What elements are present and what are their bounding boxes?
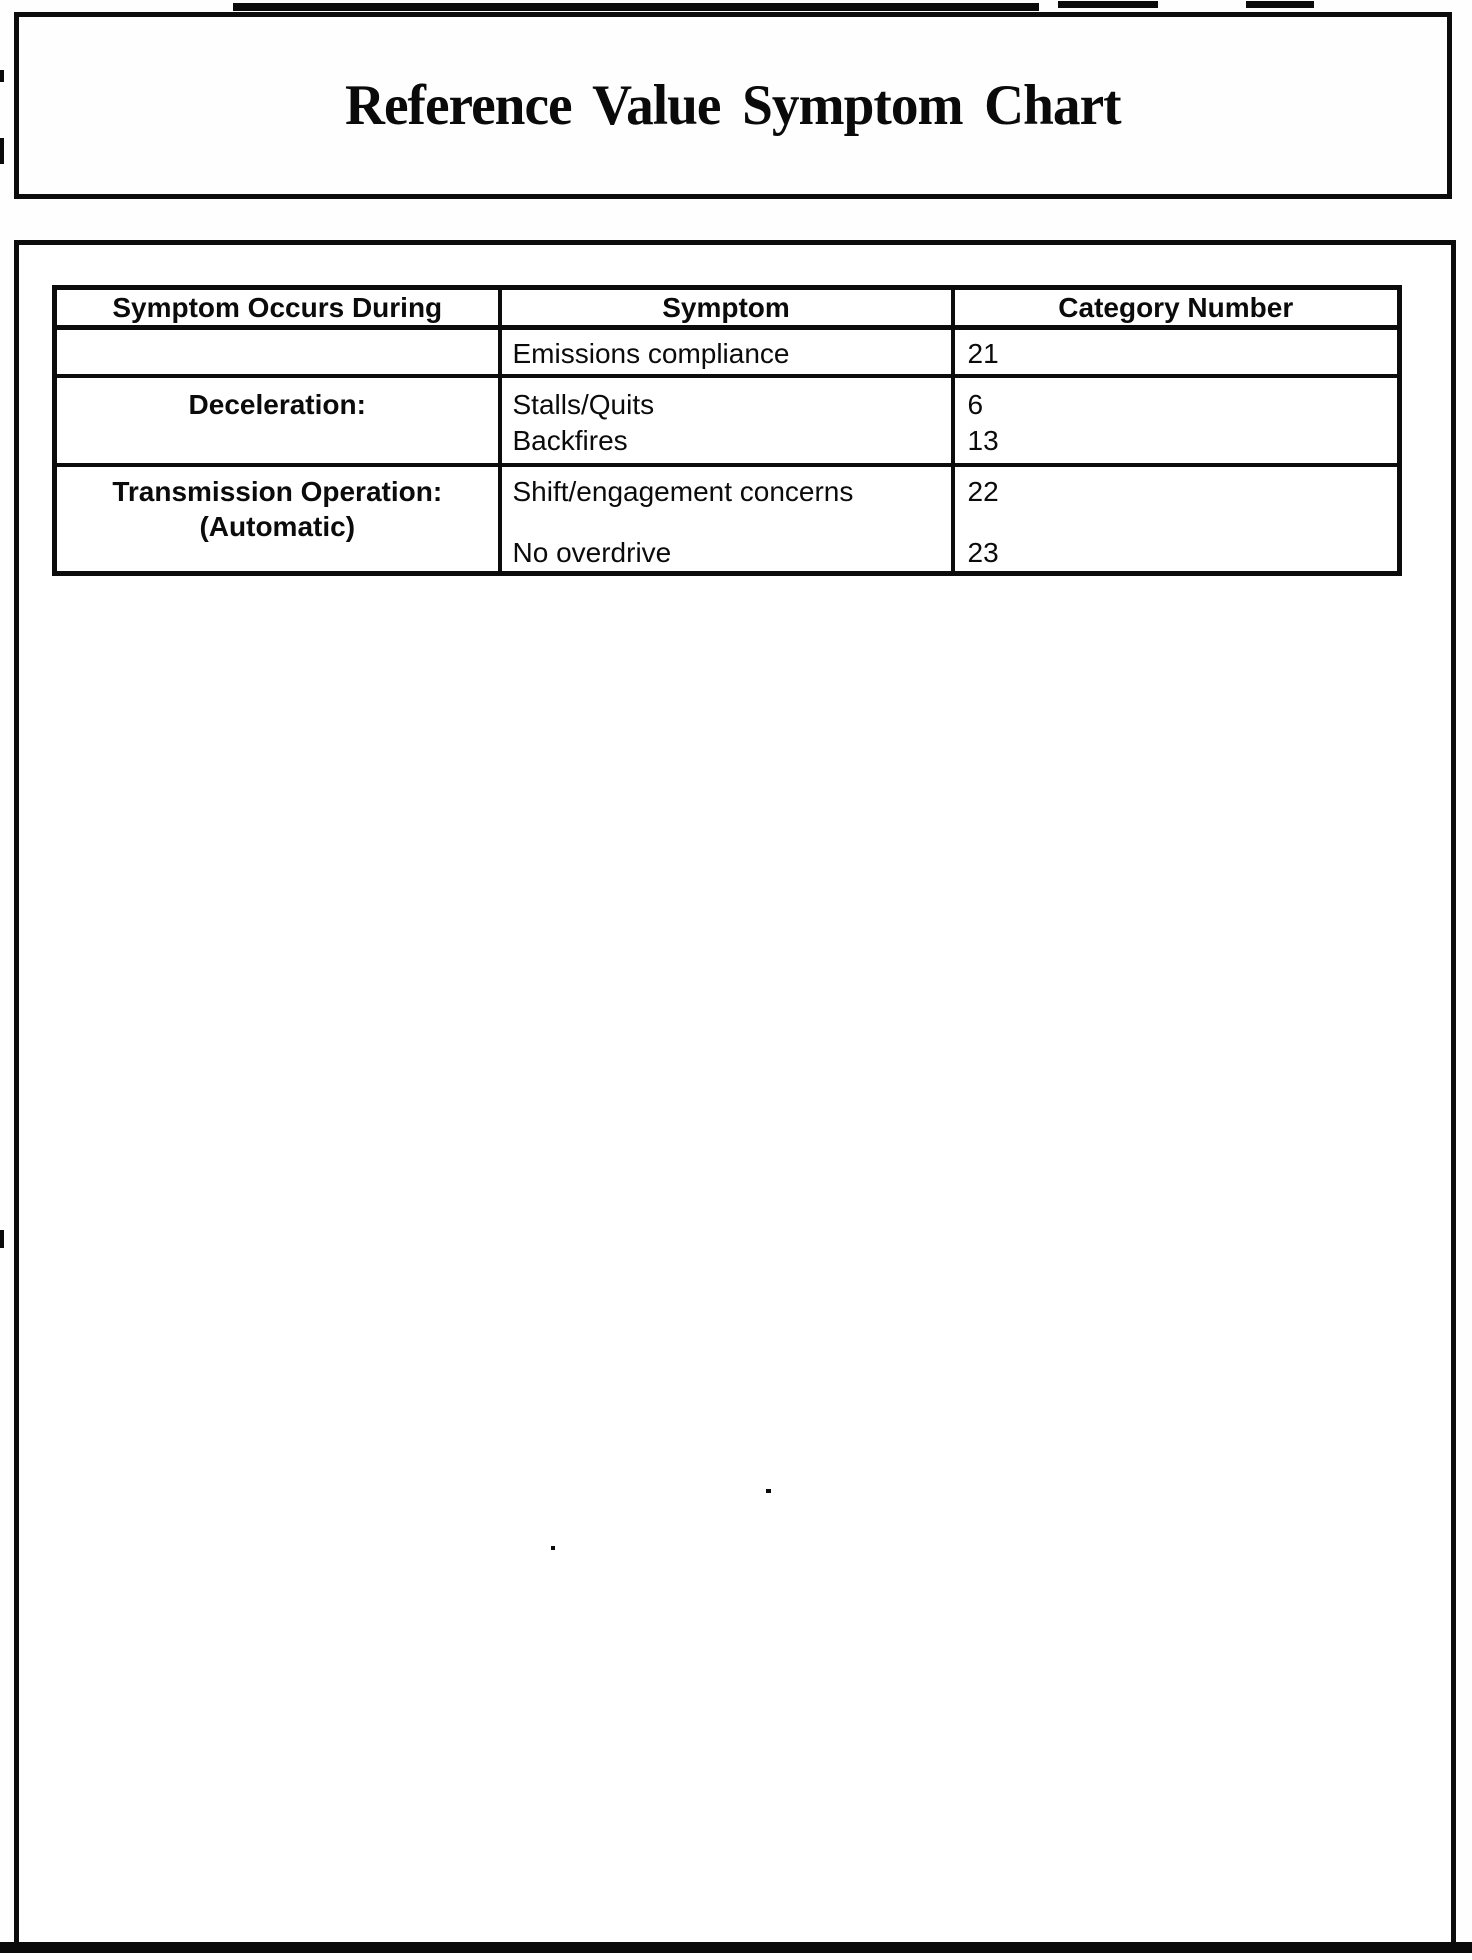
table-row bbox=[55, 376, 1400, 465]
cell-line: No overdrive bbox=[512, 536, 672, 568]
cell-line: (Automatic) bbox=[199, 510, 356, 542]
cell-line: Transmission Operation: bbox=[112, 475, 443, 507]
table-header-row bbox=[55, 288, 1400, 328]
cell-line: Deceleration: bbox=[188, 388, 366, 420]
category-cell bbox=[953, 328, 1400, 376]
cell-line: 23 bbox=[967, 536, 999, 568]
scan-artifact bbox=[233, 3, 1039, 11]
page-title: Reference Value Symptom Chart bbox=[345, 74, 1121, 137]
scan-artifact bbox=[1246, 1, 1314, 8]
category-cell bbox=[953, 376, 1400, 465]
col-header-occurs: Symptom Occurs During bbox=[55, 288, 500, 328]
cell-line: 6 bbox=[967, 388, 984, 420]
cell-line: 22 bbox=[967, 475, 999, 507]
scan-artifact bbox=[766, 1489, 771, 1493]
symptom-cell bbox=[500, 465, 953, 574]
cell-line: Shift/engagement concerns bbox=[512, 475, 854, 507]
scan-artifact bbox=[0, 1230, 4, 1248]
symptom-table bbox=[52, 285, 1402, 576]
col-header-category: Category Number bbox=[953, 288, 1400, 328]
scan-artifact bbox=[0, 70, 4, 82]
scan-artifact bbox=[1058, 1, 1158, 8]
cell-line: Emissions compliance bbox=[512, 338, 790, 369]
category-cell bbox=[953, 465, 1400, 574]
cell-line: 13 bbox=[967, 424, 999, 456]
scan-artifact bbox=[551, 1546, 555, 1550]
cell-line: Backfires bbox=[512, 424, 628, 456]
scan-artifact bbox=[0, 138, 4, 164]
cell-line: Stalls/Quits bbox=[512, 388, 655, 420]
symptom-cell bbox=[500, 328, 953, 376]
col-header-symptom: Symptom bbox=[500, 288, 953, 328]
title-box bbox=[14, 12, 1452, 199]
occurs-cell bbox=[55, 328, 500, 376]
occurs-cell bbox=[55, 376, 500, 465]
table-row bbox=[55, 328, 1400, 376]
symptom-cell bbox=[500, 376, 953, 465]
scan-edge-bar bbox=[0, 1942, 1472, 1953]
table-row bbox=[55, 465, 1400, 574]
occurs-cell bbox=[55, 465, 500, 574]
cell-line: 21 bbox=[967, 338, 999, 369]
